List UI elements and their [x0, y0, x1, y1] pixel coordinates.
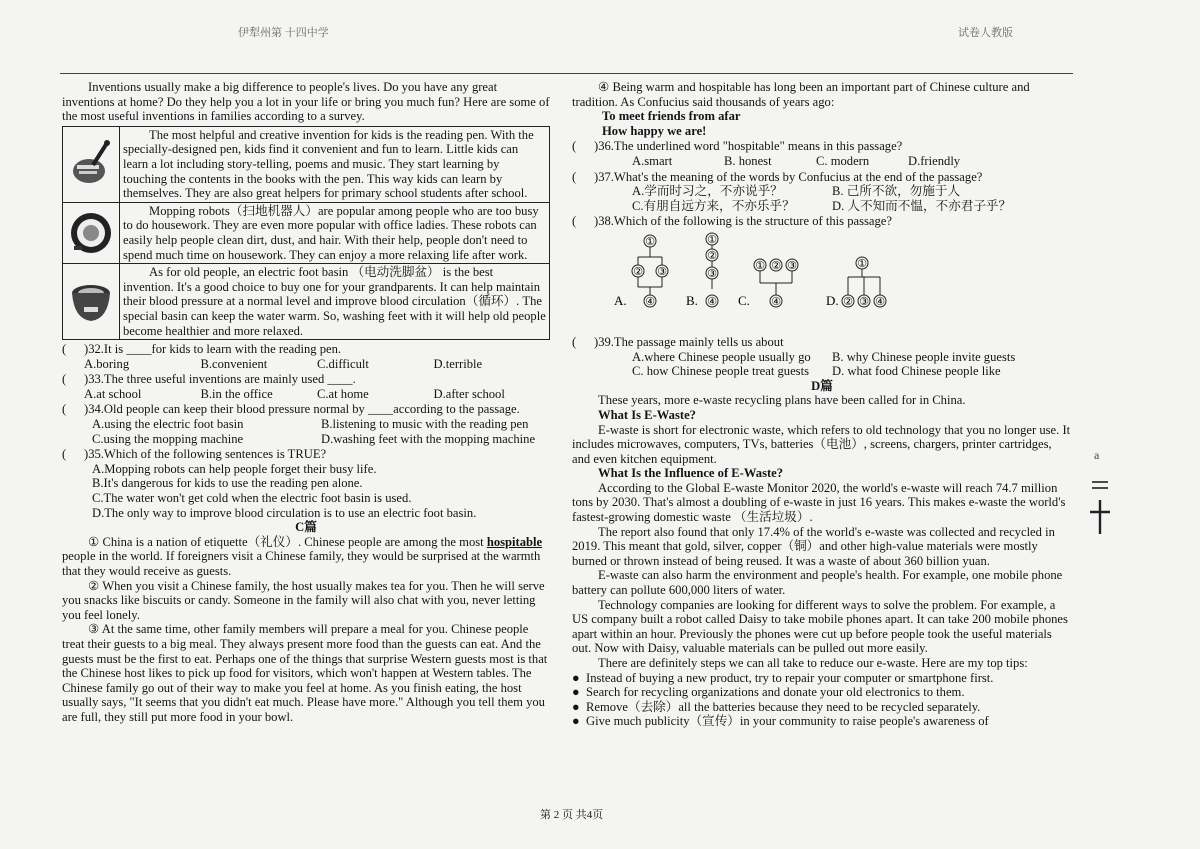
q39-options-cd: C. how Chinese people treat guests D. what food Chinese people like: [632, 364, 1001, 379]
section-c-title: C篇: [295, 520, 317, 535]
diagram-c-node-3: ③: [787, 258, 797, 272]
diagram-a-node-3: ③: [657, 264, 667, 278]
passage-d-intro: These years, more e-waste recycling plans have been called for in China.: [598, 393, 966, 408]
passage-c-para-1: ① China is a nation of etiquette（礼仪）. Chinese people are among the most hospitable people in the world. If foreigners visit a Chinese family, they would be surprised at the warmth that they would receive as guests.: [62, 534, 543, 578]
diagram-a-node-2: ②: [633, 264, 643, 278]
diagram-b-label: B.: [686, 292, 698, 308]
passage-c-para-2: ② When you visit a Chinese family, the host usually makes tea for you. Then he will serve you snacks like biscuits or candy. Someone in the family will also chat with you, never letting you feel lonely.: [62, 578, 545, 622]
diagram-b-node-3: ③: [707, 266, 717, 280]
q32-options: A.boring B.convenient C.difficult D.terrible: [84, 356, 483, 371]
diagram-a-node-4: ④: [645, 294, 655, 308]
left-column: [62, 80, 550, 725]
diagram-d-node-4: ④: [875, 294, 885, 308]
invention-row-mopping-robot: [63, 203, 549, 264]
q34-options-cd: C.using the mopping machine D.washing feet with the mopping machine: [92, 431, 536, 446]
tip-4: ● Give much publicity（宣传）in your community to raise people's awareness of: [572, 714, 989, 729]
q37-options-ab: A.学而时习之，不亦说乎？ B. 己所不欲，勿施于人: [632, 184, 961, 199]
passage-d-heading-1: What Is E-Waste?: [598, 407, 696, 422]
margin-cross-mark: [1088, 478, 1112, 543]
question-36: ( )36.The underlined word "hospitable" means in this passage?: [572, 139, 903, 154]
hospitable-word: hospitable: [486, 534, 543, 549]
confucius-quote-line-1: To meet friends from afar: [602, 109, 741, 124]
right-column: [572, 80, 1072, 729]
q35-option-d: D.The only way to improve blood circulation is to use an electric foot basin.: [92, 505, 477, 520]
diagram-b-node-2: ②: [707, 248, 717, 262]
q37-options-cd: C.有朋自远方来，不亦乐乎？ D. 人不知而不愠，不亦君子乎？: [632, 198, 1012, 213]
mopping-robot-illustration: [63, 203, 120, 263]
diagram-a-node-1: ①: [645, 234, 655, 248]
passage-d-heading-2: What Is the Influence of E-Waste?: [598, 466, 784, 481]
header-school: 伊犁州第 十四中学: [238, 27, 329, 39]
diagram-d-label: D.: [826, 292, 839, 308]
diagram-c-node-4: ④: [771, 294, 781, 308]
passage-d-para-1: E-waste is short for electronic waste, which refers to old technology that you no longer use. It includes microwaves, computers, TVs, batteries（电池）, screens, chargers, printer cartridges, and even kitchen equipment.: [572, 422, 1071, 466]
passage-d-para-4: E-waste can also harm the environment and people's health. For example, one mobile phone battery can pollute 600,000 liters of water.: [572, 568, 1063, 598]
q35-option-b: B.It's dangerous for kids to use the reading pen alone.: [92, 476, 363, 491]
question-35: ( )35.Which of the following sentences is TRUE?: [62, 447, 327, 462]
passage-c-para-4: ④ Being warm and hospitable has long been an important part of Chinese culture and tradition. As Confucius said thousands of years ago:: [572, 80, 1030, 109]
diagram-a-label: A.: [614, 292, 627, 308]
passage-d-para-2: According to the Global E-waste Monitor 2020, the world's e-waste will reach 74.7 million tons by 2030. That's almost a doubling of e-waste in just 16 years. This makes e-waste the world's fastest-growing domestic waste （生活垃圾）.: [572, 480, 1066, 525]
diagram-c-node-2: ②: [771, 258, 781, 272]
q33-options: A.at school B.in the office C.at home D.after school: [84, 386, 505, 401]
diagram-d-node-2: ②: [843, 294, 853, 308]
foot-basin-text: As for old people, an electric foot basin （电动洗脚盆） is the best invention. It's a good choice to buy one for your grandparents. It can help maintain their blood pressure at a normal level and improve blood circulation（循环）. The special basin can keep the water warm. So, washing feet with it will help old people become healthier and more relaxed.: [123, 265, 546, 338]
diagram-d-node-3: ③: [859, 294, 869, 308]
margin-mark-a: a: [1094, 448, 1100, 462]
question-37: ( )37.What's the meaning of the words by Confucius at the end of the passage?: [572, 169, 983, 184]
inventions-table: [62, 126, 550, 340]
invention-row-foot-basin: [63, 264, 549, 339]
tip-1: ● Instead of buying a new product, try to repair your computer or smartphone first.: [572, 670, 994, 685]
reading-pen-illustration: [63, 127, 120, 202]
q34-options-ab: A.using the electric foot basin B.listening to music with the reading pen: [92, 417, 529, 432]
diagram-d-node-1: ①: [857, 256, 867, 270]
q35-option-a: A.Mopping robots can help people forget their busy life.: [92, 461, 377, 476]
question-34: ( )34.Old people can keep their blood pressure normal by ____according to the passage.: [62, 402, 520, 417]
passage-c-para-3: ③ At the same time, other family members will prepare a meal for you. Chinese people treat their guests to a big meal. They always present more food than the guests can eat. And the guests must be the first to eat. Perhaps one of the things that surprise Western guests most is that the Chinese host likes to pick up food for visitors, which won't happen at Western tables. The Chinese family go out of their way to make you feel at home. As you finish eating, the host usually says, "It seems that you didn't eat much. Please have more." Although you tell them you are full, they still put more food in your bowl.: [62, 622, 548, 724]
q36-options: A.smart B. honest C. modern D.friendly: [632, 153, 961, 168]
confucius-quote-line-2: How happy we are!: [602, 123, 707, 138]
page-number: 第 2 页 共4页: [540, 809, 604, 821]
foot-basin-illustration: [63, 264, 120, 339]
diagram-b-node-1: ①: [707, 232, 717, 246]
header-rule: [60, 73, 1073, 74]
passage-d-para-5: Technology companies are looking for different ways to solve the problem. For example, a US company built a robot called Daisy to take mobile phones apart. It can take 200 mobile phones apart within an hour. Previously the phones were cut up before people took the useful materials out. Now with Daisy, valuable materials can be pulled out more easily.: [572, 597, 1068, 656]
reading-pen-text: The most helpful and creative invention for kids is the reading pen. With the specially-designed pen, kids find it convenient and fun to learn. Little kids can learn a lot including story-telling, poems and music. They start learning by touching the contents in the books with the pen. This way kids can learn by themselves. They are also great helpers for primary school students after school.: [123, 127, 534, 201]
header-edition: 试卷人教版: [958, 27, 1013, 39]
passage-d-para-6: There are definitely steps we can all take to reduce our e-waste. Here are my top tips:: [598, 656, 1028, 670]
tip-2: ● Search for recycling organizations and donate your old electronics to them.: [572, 685, 965, 700]
invention-row-reading-pen: [63, 127, 549, 203]
section-d-title: D篇: [811, 378, 833, 393]
question-32: ( )32.It is ____for kids to learn with the reading pen.: [62, 342, 342, 357]
tip-3: ● Remove（去除）all the batteries because they need to be recycled separately.: [572, 699, 981, 714]
diagram-b-node-4: ④: [707, 294, 717, 308]
question-39: ( )39.The passage mainly tells us about: [572, 334, 784, 349]
q35-option-c: C.The water won't get cold when the electric foot basin is used.: [92, 491, 412, 506]
mopping-robot-text: Mopping robots（扫地机器人）are popular among people who are too busy to do housework. They are even more popular with office ladies. These robots can easily help people clean dirt, dust, and hair. With their help, people don't need to spend much time on housework. They can enjoy a more relaxing life after work.: [123, 203, 539, 262]
diagram-c-label: C.: [738, 292, 750, 308]
question-38: ( )38.Which of the following is the structure of this passage?: [572, 214, 892, 229]
q39-options-ab: A.where Chinese people usually go B. why Chinese people invite guests: [632, 349, 1016, 364]
question-33: ( )33.The three useful inventions are mainly used ____.: [62, 372, 356, 387]
passage-b-intro: Inventions usually make a big difference to people's lives. Do you have any great inventions at home? Do they help you a lot in your life or bring you much fun? Here are some of the most useful inventions in families according to a survey.: [62, 80, 550, 124]
diagram-c-node-1: ①: [755, 258, 765, 272]
structure-diagrams: [572, 231, 1072, 331]
passage-d-para-3: The report also found that only 17.4% of the world's e-waste was collected and recycled in 2019. This meant that gold, silver, copper（铜）and other high-value materials were mostly burned or thrown instead of being reused. It was a waste of about 360 billion yuan.: [572, 524, 1055, 568]
